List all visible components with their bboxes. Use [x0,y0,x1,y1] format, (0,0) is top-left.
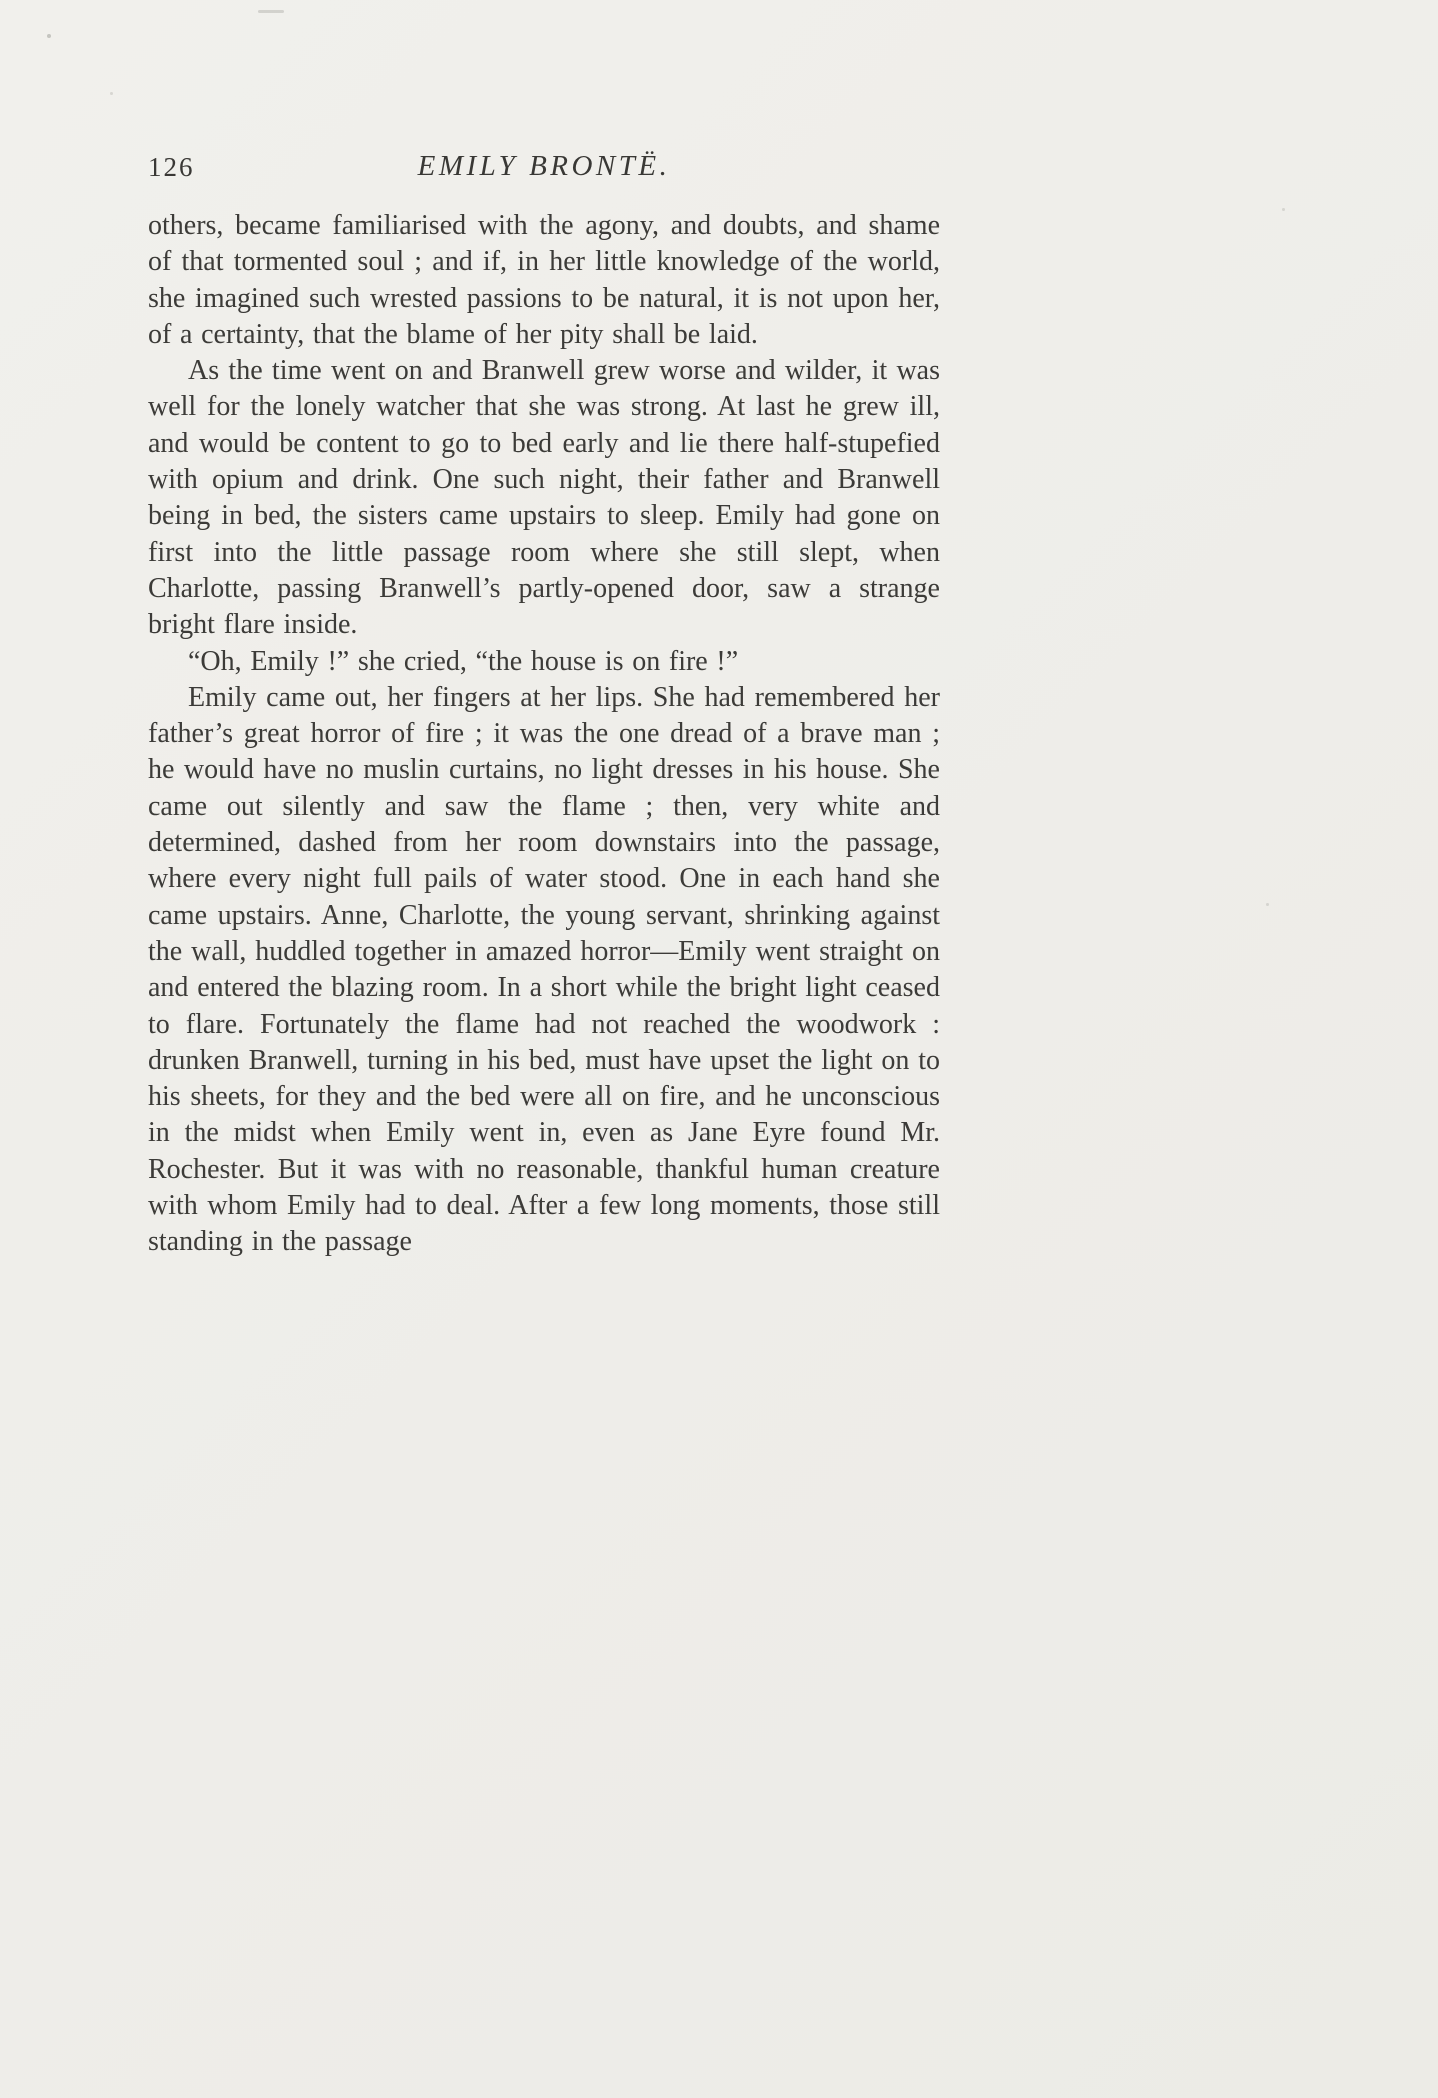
scan-artifact [110,92,113,95]
paragraph: others, became familiarised with the agony, and doubts, and shame of that tormented soul ; and if, in her little knowledge of the world, she imagined such wrested passions to be natural, it is not upon her, of a certainty, that the blame of her pity shall be laid. [148,210,940,350]
running-title: EMILY BRONTË. [417,150,671,182]
paragraph: Emily came out, her fingers at her lips. She had remembered her father’s great horror of fire ; it was the one dread of a brave man ; he would have no muslin curtains, no light dresses in his house. She came out silently and saw the flame ; then, very white and determined, dashed from her room downstairs into the passage, where every night full pails of water stood. One in each hand she came upstairs. Anne, Charlotte, the young servant, shrinking against the wall, huddled together in amazed horror—Emily went straight on and entered the blazing room. In a short while the bright light ceased to flare. Fortunately the flame had not reached the woodwork : drunken Branwell, turning in his bed, must have upset the light on to his sheets, for they and the bed were all on fire, and he unconscious in the midst when Emily went in, even as Jane Eyre found Mr. Rochester. But it was with no reasonable, thankful human creature with whom Emily had to deal. After a few long moments, those still standing in the passage [148,681,940,1258]
body-text [148,208,940,1261]
paragraph: “Oh, Emily !” she cried, “the house is on fire !” [188,645,739,677]
page-number: 126 [148,152,195,182]
scan-artifact [258,10,284,13]
scan-artifact [1266,903,1269,906]
page-header [148,150,940,190]
paragraph: As the time went on and Branwell grew worse and wilder, it was well for the lonely watcher that she was strong. At last he grew ill, and would be content to go to bed early and lie there half-stupefied with opium and drink. One such night, their father and Branwell being in bed, the sisters came upstairs to sleep. Emily had gone on first into the little passage room where she still slept, when Charlotte, passing Branwell’s partly-opened door, saw a strange bright flare inside. [148,355,940,641]
scan-artifact [1282,208,1285,211]
scan-artifact [47,34,51,38]
